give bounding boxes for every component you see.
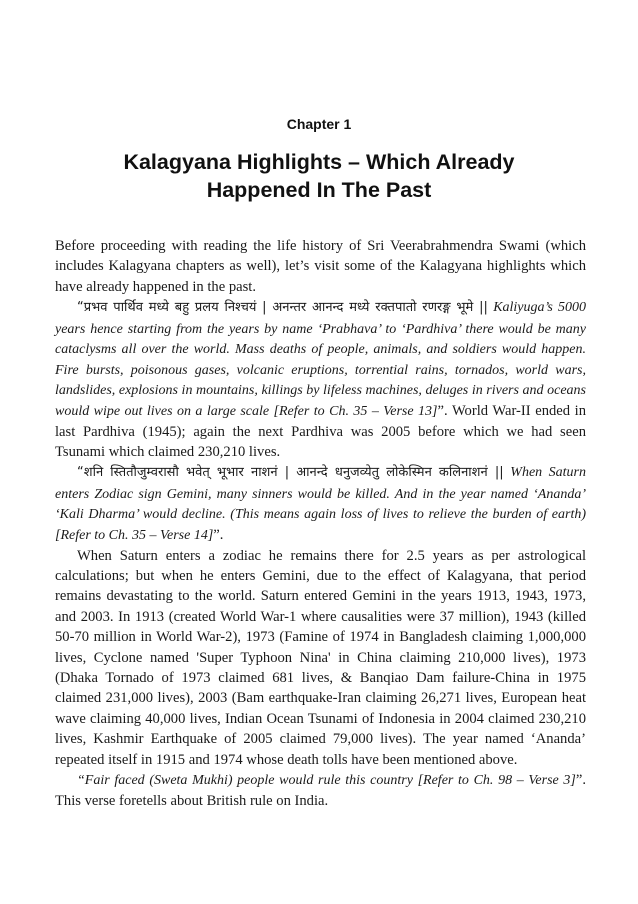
verse-1-paragraph	[55, 297, 586, 462]
saturn-paragraph: When Saturn enters a zodiac he remains there for 2.5 years as per astrological calculations; but when he enters Gemini, due to the effect of Kalagyana, that period remains devastating to the world. Saturn entered Gemini in the years 1913, 1943, 1973, and 2003. In 1913 (created World War-1 where causalities were 37 million), 1943 (killed 50-70 million in World War-2), 1973 (Famine of 1974 in Bangladesh claiming 1,000,000 lives, Cyclone named 'Super Typhoon Nina' in China claiming 210,000 lives), 1973 (Dhaka Tornado of 1973 claimed 681 lives, & Banqiao Dam failure-China in 1975 claimed 231,000 lives), 2003 (Bam earthquake-Iran claiming 26,271 lives, European heat wave claiming 40,000 lives, Indian Ocean Tsunami of Indonesia in 2004 claimed 230,210 lives, Kashmir Earthquake of 2005 claimed 79,000 lives). The year named ‘Ananda’ repeated itself in 1915 and 1974 whose death tolls have been mentioned above.	[55, 547, 586, 768]
verse-2-paragraph	[55, 462, 586, 545]
verse-2-translation: When Saturn enters Zodiac sign Gemini, many sinners would be killed. And in the year named ‘Ananda’ ‘Kali Dharma’ would decline. (This means again loss of lives to relieve the burden of earth) [Refer to Ch. 35 – Verse 14]	[55, 465, 586, 543]
intro-paragraph: Before proceeding with reading the life history of Sri Veerabrahmendra Swami (which includes Kalagyana chapters as well), let’s visit some of the Kalagyana highlights which have already happened in the past.	[55, 238, 586, 295]
chapter-body	[55, 236, 586, 811]
verse-1-comment: ”. World War-II ended in last Pardhiva (1945); again the next Pardhiva was 2005 before which we had seen Tsunami which claimed 230,210 lives.	[55, 403, 587, 460]
verse-3-quote: “Fair faced (Sweta Mukhi) people would rule this country [Refer to Ch. 98 – Verse 3]	[77, 773, 576, 789]
verse-3-comment: ”. This verse foretells about British rule on India.	[55, 772, 586, 809]
verse-2-sanskrit: “शनि स्तितौजुम्वरासौ भवेत् भूभार नाशनं | आनन्दे धनुजव्येतु लोकेस्मिन कलिनाशनं ||	[77, 465, 504, 481]
verse-3-paragraph	[55, 770, 586, 811]
verse-2-end: ”.	[213, 527, 224, 543]
chapter-title-line-1: Kalagyana Highlights – Which Already	[123, 150, 515, 174]
verse-1-translation: Kaliyuga’s 5000 years hence starting from the years by name ‘Prabhava’ to ‘Pardhiva’ there would be many cataclysms all over the world. Mass deaths of people, animals, and soldiers would happen. Fire bursts, poisonous gases, volcanic eruptions, torrential rains, tornados, world wars, landslides, explosions in mountains, killings by lifeless machines, deluges in rivers and oceans would wipe out lives on a large scale [Refer to Ch. 35 – Verse 13]	[55, 300, 586, 419]
chapter-title	[60, 148, 578, 204]
chapter-title-line-2: Happened In The Past	[206, 178, 432, 202]
chapter-label: Chapter 1	[286, 116, 352, 132]
verse-1-sanskrit: “प्रभव पार्थिव मध्ये बहु प्रलय निश्चयं | अनन्तर आनन्द मध्ये रक्तपातो रणरङ्ग भूमे ||	[77, 300, 488, 316]
